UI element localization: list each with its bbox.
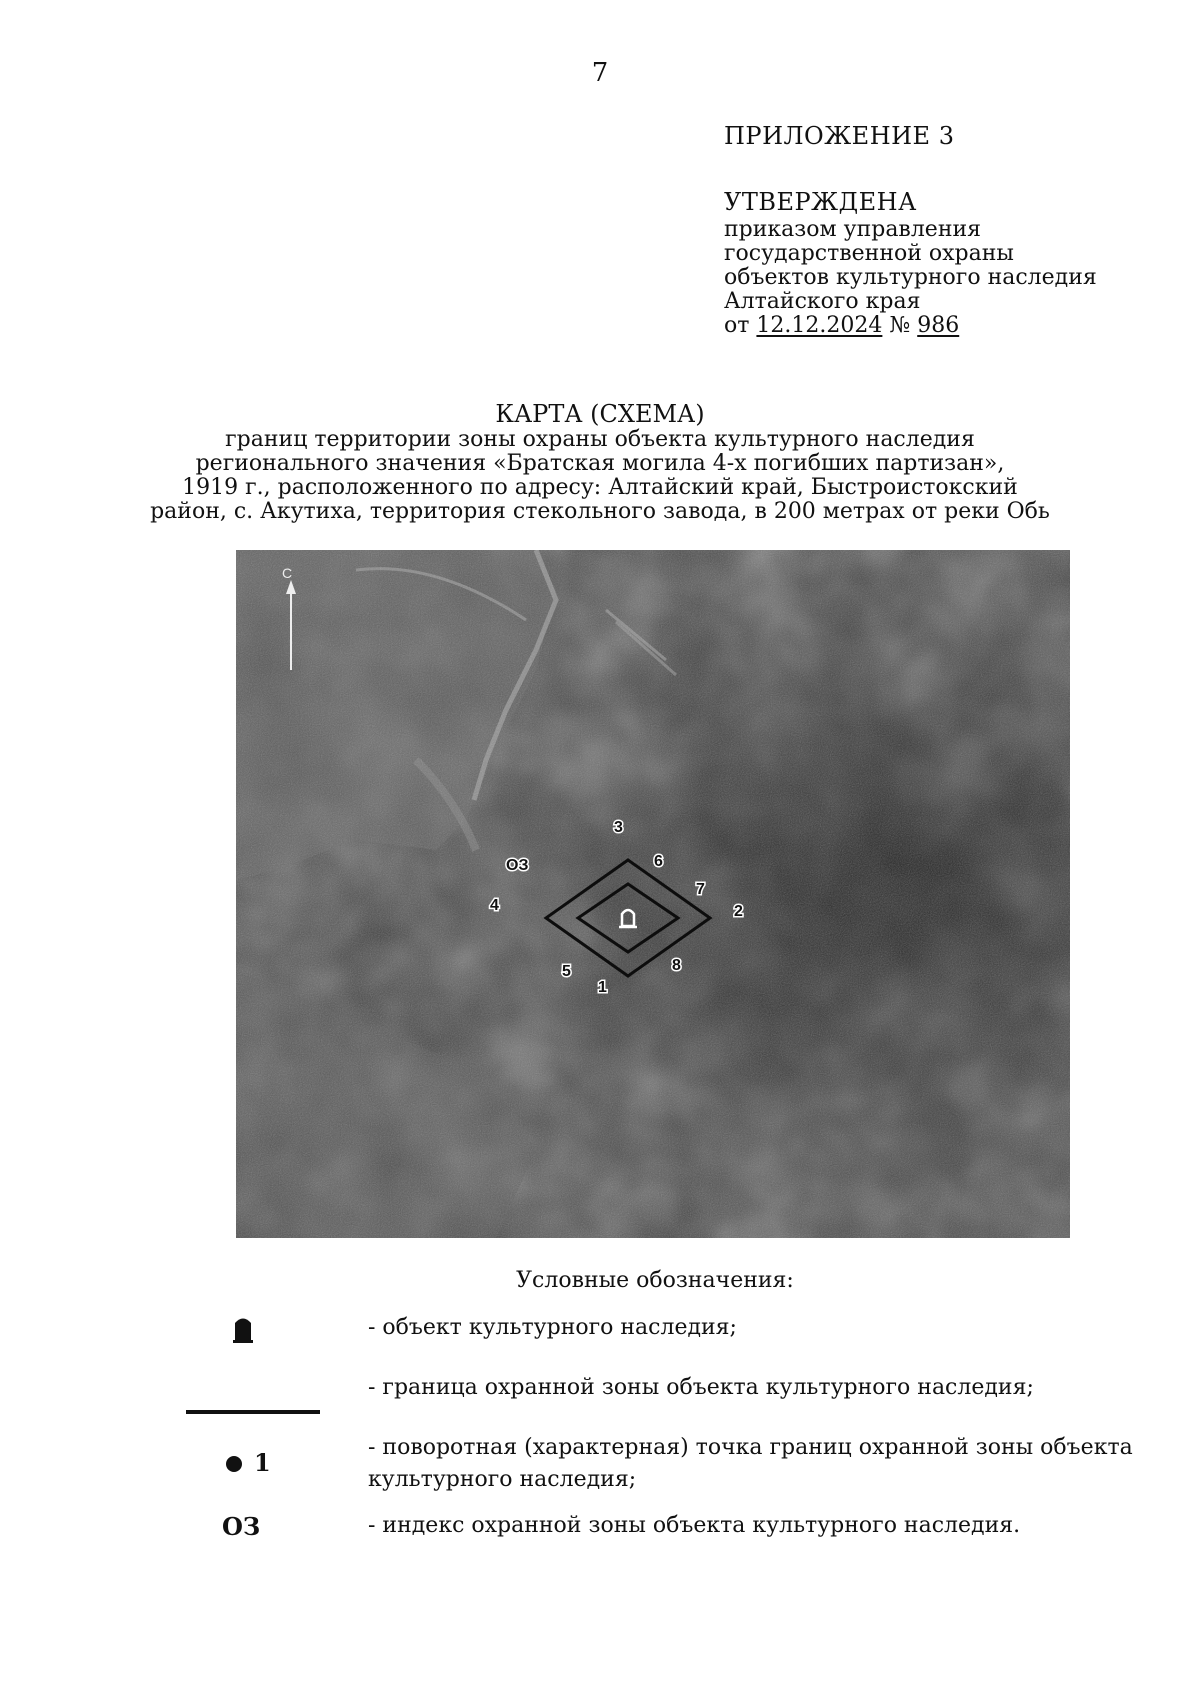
point-label-2: 2 [734,903,743,920]
point-label-1: 1 [598,979,607,996]
zone-index-symbol: ОЗ [222,1512,261,1541]
approval-line: объектов культурного наследия [724,265,1097,290]
page-number: 7 [591,58,609,88]
point-label-5: 5 [562,963,571,980]
approval-date: 12.12.2024 [756,313,883,338]
point-label-7: 7 [696,881,705,898]
document-subtitle-line: 1919 г., расположенного по адресу: Алтайский край, Быстроистокский [182,475,1018,500]
legend-text: - объект культурного наследия; [368,1315,737,1340]
map-canvas [236,550,1070,1238]
satellite-map [236,550,1070,1238]
legend-text: - поворотная (характерная) точка границ охранной зоны объекта культурного наследия; [368,1435,1133,1492]
zone-index-label: ОЗ [506,857,529,874]
approval-line: приказом управления [724,217,982,242]
approval-number-sign: № [889,313,911,338]
point-label-6: 6 [654,853,663,870]
legend-heading: Условные обозначения: [516,1268,794,1293]
map-grain [236,550,1070,1238]
approval-title: УТВЕРЖДЕНА [724,188,917,216]
monument-icon [231,1314,255,1344]
legend-item-monument [0,1310,1200,1350]
document-title-block [150,400,1050,524]
approval-number: 986 [917,313,960,338]
approval-line: Алтайского края [724,289,921,314]
point-label-8: 8 [672,957,681,974]
appendix-label: ПРИЛОЖЕНИЕ 3 [724,122,955,150]
legend-text: - индекс охранной зоны объекта культурного наследия. [368,1513,1021,1538]
legend-text: - граница охранной зоны объекта культурного наследия; [368,1375,1034,1400]
legend-item-point [0,1432,1200,1502]
document-subtitle-line: границ территории зоны охраны объекта культурного наследия [225,427,975,452]
point-label-3: 3 [614,819,623,836]
north-label: С [282,565,293,581]
approval-block [724,188,1097,338]
legend-item-zone-index [0,1510,1200,1550]
approval-line: государственной охраны [724,241,1014,266]
approval-date-line [724,314,1097,338]
point-label-4: 4 [490,897,499,914]
legend-item-boundary [0,1372,1200,1422]
document-subtitle-line: регионального значения «Братская могила 4-х погибших партизан», [195,451,1005,476]
boundary-line-symbol [186,1410,320,1414]
document-subtitle-line: район, с. Акутиха, территория стекольного завода, в 200 метрах от реки Обь [150,499,1050,524]
document-title: КАРТА (СХЕМА) [495,400,705,428]
approval-date-prefix: от [724,313,750,338]
point-dot-icon [226,1456,242,1472]
point-symbol-label: 1 [254,1448,271,1477]
